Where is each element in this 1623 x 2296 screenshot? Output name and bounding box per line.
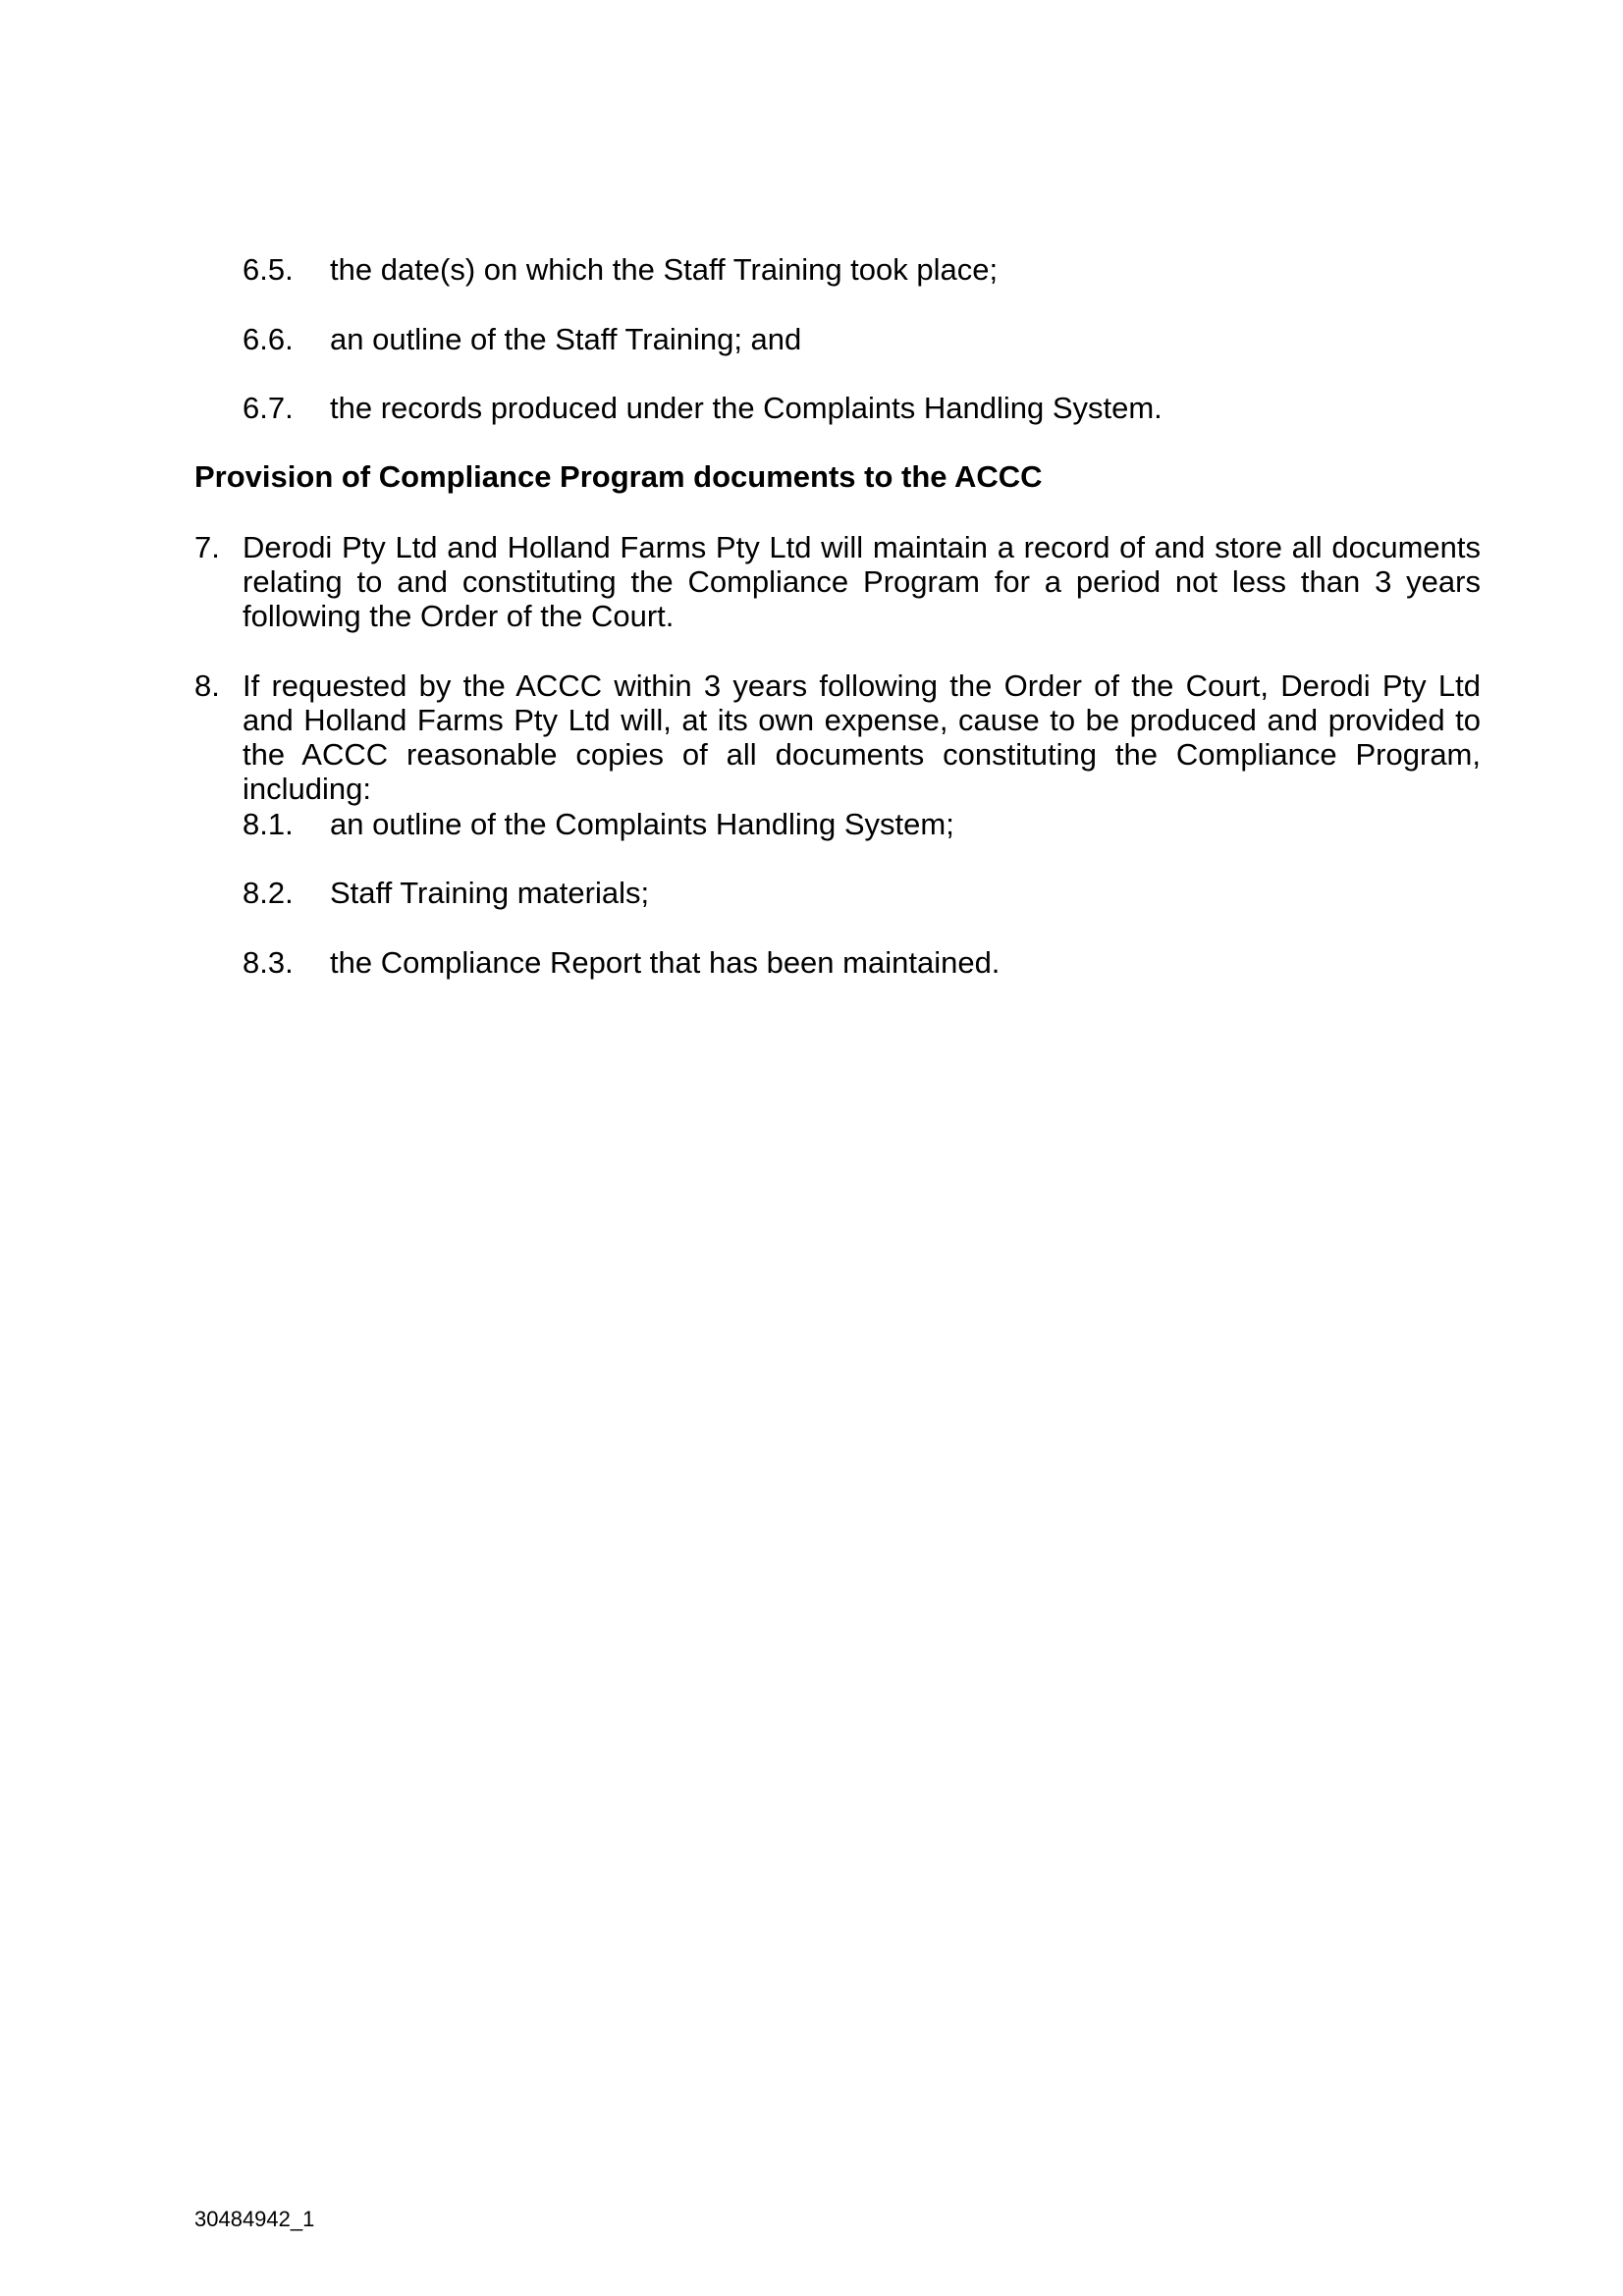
item-number: 8.1. xyxy=(243,807,294,841)
paragraph-number: 7. xyxy=(194,530,220,564)
item-number: 8.3. xyxy=(243,945,294,980)
paragraph-8 xyxy=(194,668,1481,806)
item-number: 6.7. xyxy=(243,391,294,425)
section-heading: Provision of Compliance Program documents to the ACCC xyxy=(194,459,1043,494)
item-number: 6.6. xyxy=(243,322,294,356)
document-reference: 30484942_1 xyxy=(194,2207,315,2231)
item-number: 6.5. xyxy=(243,252,294,287)
item-text: an outline of the Staff Training; and xyxy=(330,322,802,356)
item-number: 8.2. xyxy=(243,876,294,910)
paragraph-number: 8. xyxy=(194,668,220,703)
item-text: Staff Training materials; xyxy=(330,876,650,910)
paragraph-text: Derodi Pty Ltd and Holland Farms Pty Ltd will maintain a record of and store all documents relating to and constituting the Compliance Program for a period not less than 3 years following the Order of the Court. xyxy=(243,530,1481,633)
item-text: the Compliance Report that has been maintained. xyxy=(330,945,1001,980)
item-text: an outline of the Complaints Handling System; xyxy=(330,807,954,841)
item-text: the records produced under the Complaints Handling System. xyxy=(330,391,1163,425)
paragraph-text: If requested by the ACCC within 3 years following the Order of the Court, Derodi Pty Ltd and Holland Farms Pty Ltd will, at its own expense, cause to be produced and provided to the ACCC reasonable copies of all documents constituting the Compliance Program, including: xyxy=(243,668,1481,806)
item-text: the date(s) on which the Staff Training took place; xyxy=(330,252,999,287)
paragraph-7 xyxy=(194,530,1481,633)
